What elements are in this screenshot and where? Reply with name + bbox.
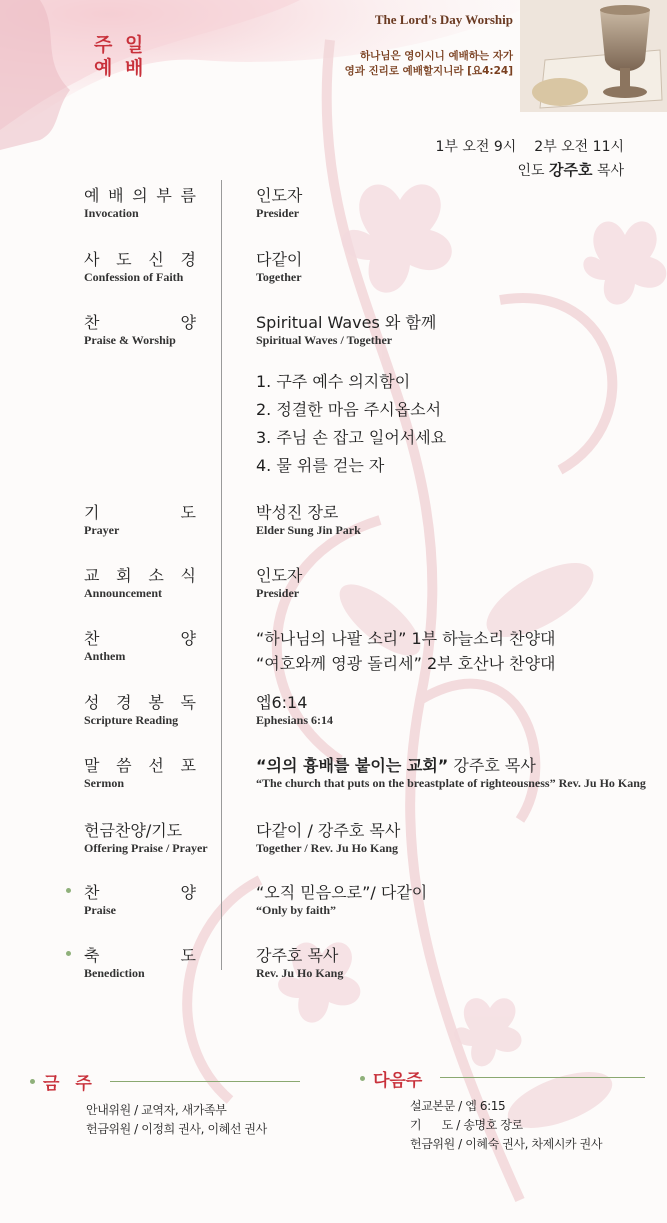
item-label-ko <box>84 943 196 966</box>
label-char: 포 <box>180 756 196 775</box>
item-value <box>256 753 536 776</box>
item-value-en: Presider <box>256 586 300 600</box>
song-item: 1. 구주 예수 의지함이 <box>256 372 411 391</box>
item-label-ko <box>84 247 196 270</box>
item-label-en: Offering Praise / Prayer <box>84 841 208 855</box>
leader-name: 강주호 <box>549 161 593 179</box>
label-char: 양 <box>180 883 196 902</box>
item-label-en: Invocation <box>84 206 139 220</box>
page-title <box>94 34 146 80</box>
title-line-2: 예 배 <box>94 57 147 79</box>
item-value: 다같이 <box>256 250 303 269</box>
next-week-line: 헌금위원 / 이혜숙 권사, 차제시카 권사 <box>410 1137 603 1151</box>
item-label-en: Praise & Worship <box>84 333 176 347</box>
item-value-en: Spiritual Waves / Together <box>256 333 393 347</box>
item-value-2: “여호와께 영광 돌리세” 2부 호산나 찬양대 <box>256 654 556 673</box>
item-label-en: Announcement <box>84 586 163 600</box>
label-char: 도 <box>180 503 196 522</box>
item-value-en: Rev. Ju Ho Kang <box>256 966 344 980</box>
item-label-en: Benediction <box>84 966 145 980</box>
label-char: 교 <box>84 566 100 585</box>
communion-cup-icon <box>520 0 667 112</box>
label-char: 도 <box>180 946 196 965</box>
song-item: 4. 물 위를 걷는 자 <box>256 456 385 475</box>
item-value: Spiritual Waves 와 함께 <box>256 313 437 332</box>
label-char: 신 <box>148 250 164 269</box>
item-value-en: Presider <box>256 206 300 220</box>
divider-line <box>440 1077 645 1078</box>
sermon-speaker: 강주호 목사 <box>453 756 536 775</box>
column-divider <box>221 180 222 970</box>
item-label-ko: 헌금찬양/기도 <box>84 821 183 840</box>
item-label-ko <box>84 310 196 333</box>
divider-line <box>110 1081 300 1082</box>
item-value: 엡6:14 <box>256 693 308 712</box>
label-char: 도 <box>116 250 132 269</box>
next-week-line: 기 도 / 송명호 장로 <box>410 1118 523 1132</box>
label-char: 찬 <box>84 313 100 332</box>
label-char: 부 <box>156 186 172 205</box>
item-label-en: Sermon <box>84 776 124 790</box>
song-list <box>256 368 446 480</box>
verse-line-2: 영과 진리로 예배할지니라 [요4:24] <box>344 65 513 77</box>
item-value-en: Elder Sung Jin Park <box>256 523 361 537</box>
item-label-ko <box>84 690 196 713</box>
item-value: “하나님의 나팔 소리” 1부 하늘소리 찬양대 <box>256 629 556 648</box>
this-week-line: 헌금위원 / 이정희 권사, 이혜선 권사 <box>86 1122 267 1136</box>
service-times <box>435 136 624 156</box>
label-char: 기 <box>84 503 100 522</box>
item-value-en: Together / Rev. Ju Ho Kang <box>256 841 399 855</box>
item-label-en: Prayer <box>84 523 120 537</box>
label-char: 말 <box>84 756 100 775</box>
this-week-heading: 금 주 <box>43 1074 97 1094</box>
item-label-ko <box>84 626 196 649</box>
bullet-icon <box>360 1076 365 1081</box>
item-label-ko <box>84 880 196 903</box>
label-char: 예 <box>84 186 100 205</box>
bullet-icon <box>66 888 71 893</box>
label-char: 축 <box>84 946 100 965</box>
item-value: “오직 믿음으로”/ 다같이 <box>256 883 428 902</box>
next-week-details <box>410 1097 602 1154</box>
bullet-icon <box>30 1079 35 1084</box>
item-label-ko <box>84 753 196 776</box>
next-week-heading: 다음주 <box>373 1071 423 1091</box>
first-service-time: 1부 오전 9시 <box>435 139 517 155</box>
item-label-en: Scripture Reading <box>84 713 179 727</box>
label-char: 씀 <box>116 756 132 775</box>
leader-prefix: 인도 <box>517 163 545 179</box>
label-char: 식 <box>180 566 196 585</box>
label-char: 사 <box>84 250 100 269</box>
verse-line-1: 하나님은 영이시니 예배하는 자가 <box>360 50 513 62</box>
scripture-verse <box>345 49 513 79</box>
item-label-en: Anthem <box>84 649 126 663</box>
item-label-ko <box>84 563 196 586</box>
service-leader <box>517 159 624 180</box>
this-week-line: 안내위원 / 교역자, 새가족부 <box>86 1103 227 1117</box>
item-value: 강주호 목사 <box>256 946 339 965</box>
item-label-en: Praise <box>84 903 116 917</box>
label-char: 경 <box>116 693 132 712</box>
label-char: 독 <box>180 693 196 712</box>
label-char: 소 <box>148 566 164 585</box>
item-label-ko <box>84 500 196 523</box>
label-char: 회 <box>116 566 132 585</box>
label-char: 양 <box>180 313 196 332</box>
item-value: 다같이 / 강주호 목사 <box>256 821 401 840</box>
title-line-1: 주 일 <box>94 34 147 56</box>
song-item: 2. 정결한 마음 주시옵소서 <box>256 400 442 419</box>
item-value: 인도자 <box>256 186 303 205</box>
label-char: 경 <box>180 250 196 269</box>
item-label-ko <box>84 183 196 206</box>
label-char: 성 <box>84 693 100 712</box>
second-service-time: 2부 오전 11시 <box>534 139 624 155</box>
label-char: 배 <box>108 186 124 205</box>
leader-suffix: 목사 <box>596 163 624 179</box>
item-value-en: “The church that puts on the breastplate of righteousness” Rev. Ju Ho Kang <box>256 776 646 790</box>
label-char: 봉 <box>148 693 164 712</box>
label-char: 의 <box>132 186 148 205</box>
label-char: 선 <box>148 756 164 775</box>
item-label-en: Confession of Faith <box>84 270 184 284</box>
item-value-en: Ephesians 6:14 <box>256 713 334 727</box>
next-week-line: 설교본문 / 엡 6:15 <box>410 1099 506 1113</box>
this-week-details <box>86 1101 267 1139</box>
item-value-en: Together <box>256 270 302 284</box>
bullet-icon <box>66 951 71 956</box>
label-char: 찬 <box>84 629 100 648</box>
label-char: 찬 <box>84 883 100 902</box>
label-char: 름 <box>180 186 196 205</box>
item-value-en: “Only by faith” <box>256 903 337 917</box>
english-title: The Lord's Day Worship <box>374 12 513 27</box>
song-item: 3. 주님 손 잡고 일어서세요 <box>256 428 447 447</box>
label-char: 양 <box>180 629 196 648</box>
sermon-title: “의의 흉배를 붙이는 교회” <box>256 756 449 775</box>
item-value: 박성진 장로 <box>256 503 339 522</box>
item-value: 인도자 <box>256 566 303 585</box>
